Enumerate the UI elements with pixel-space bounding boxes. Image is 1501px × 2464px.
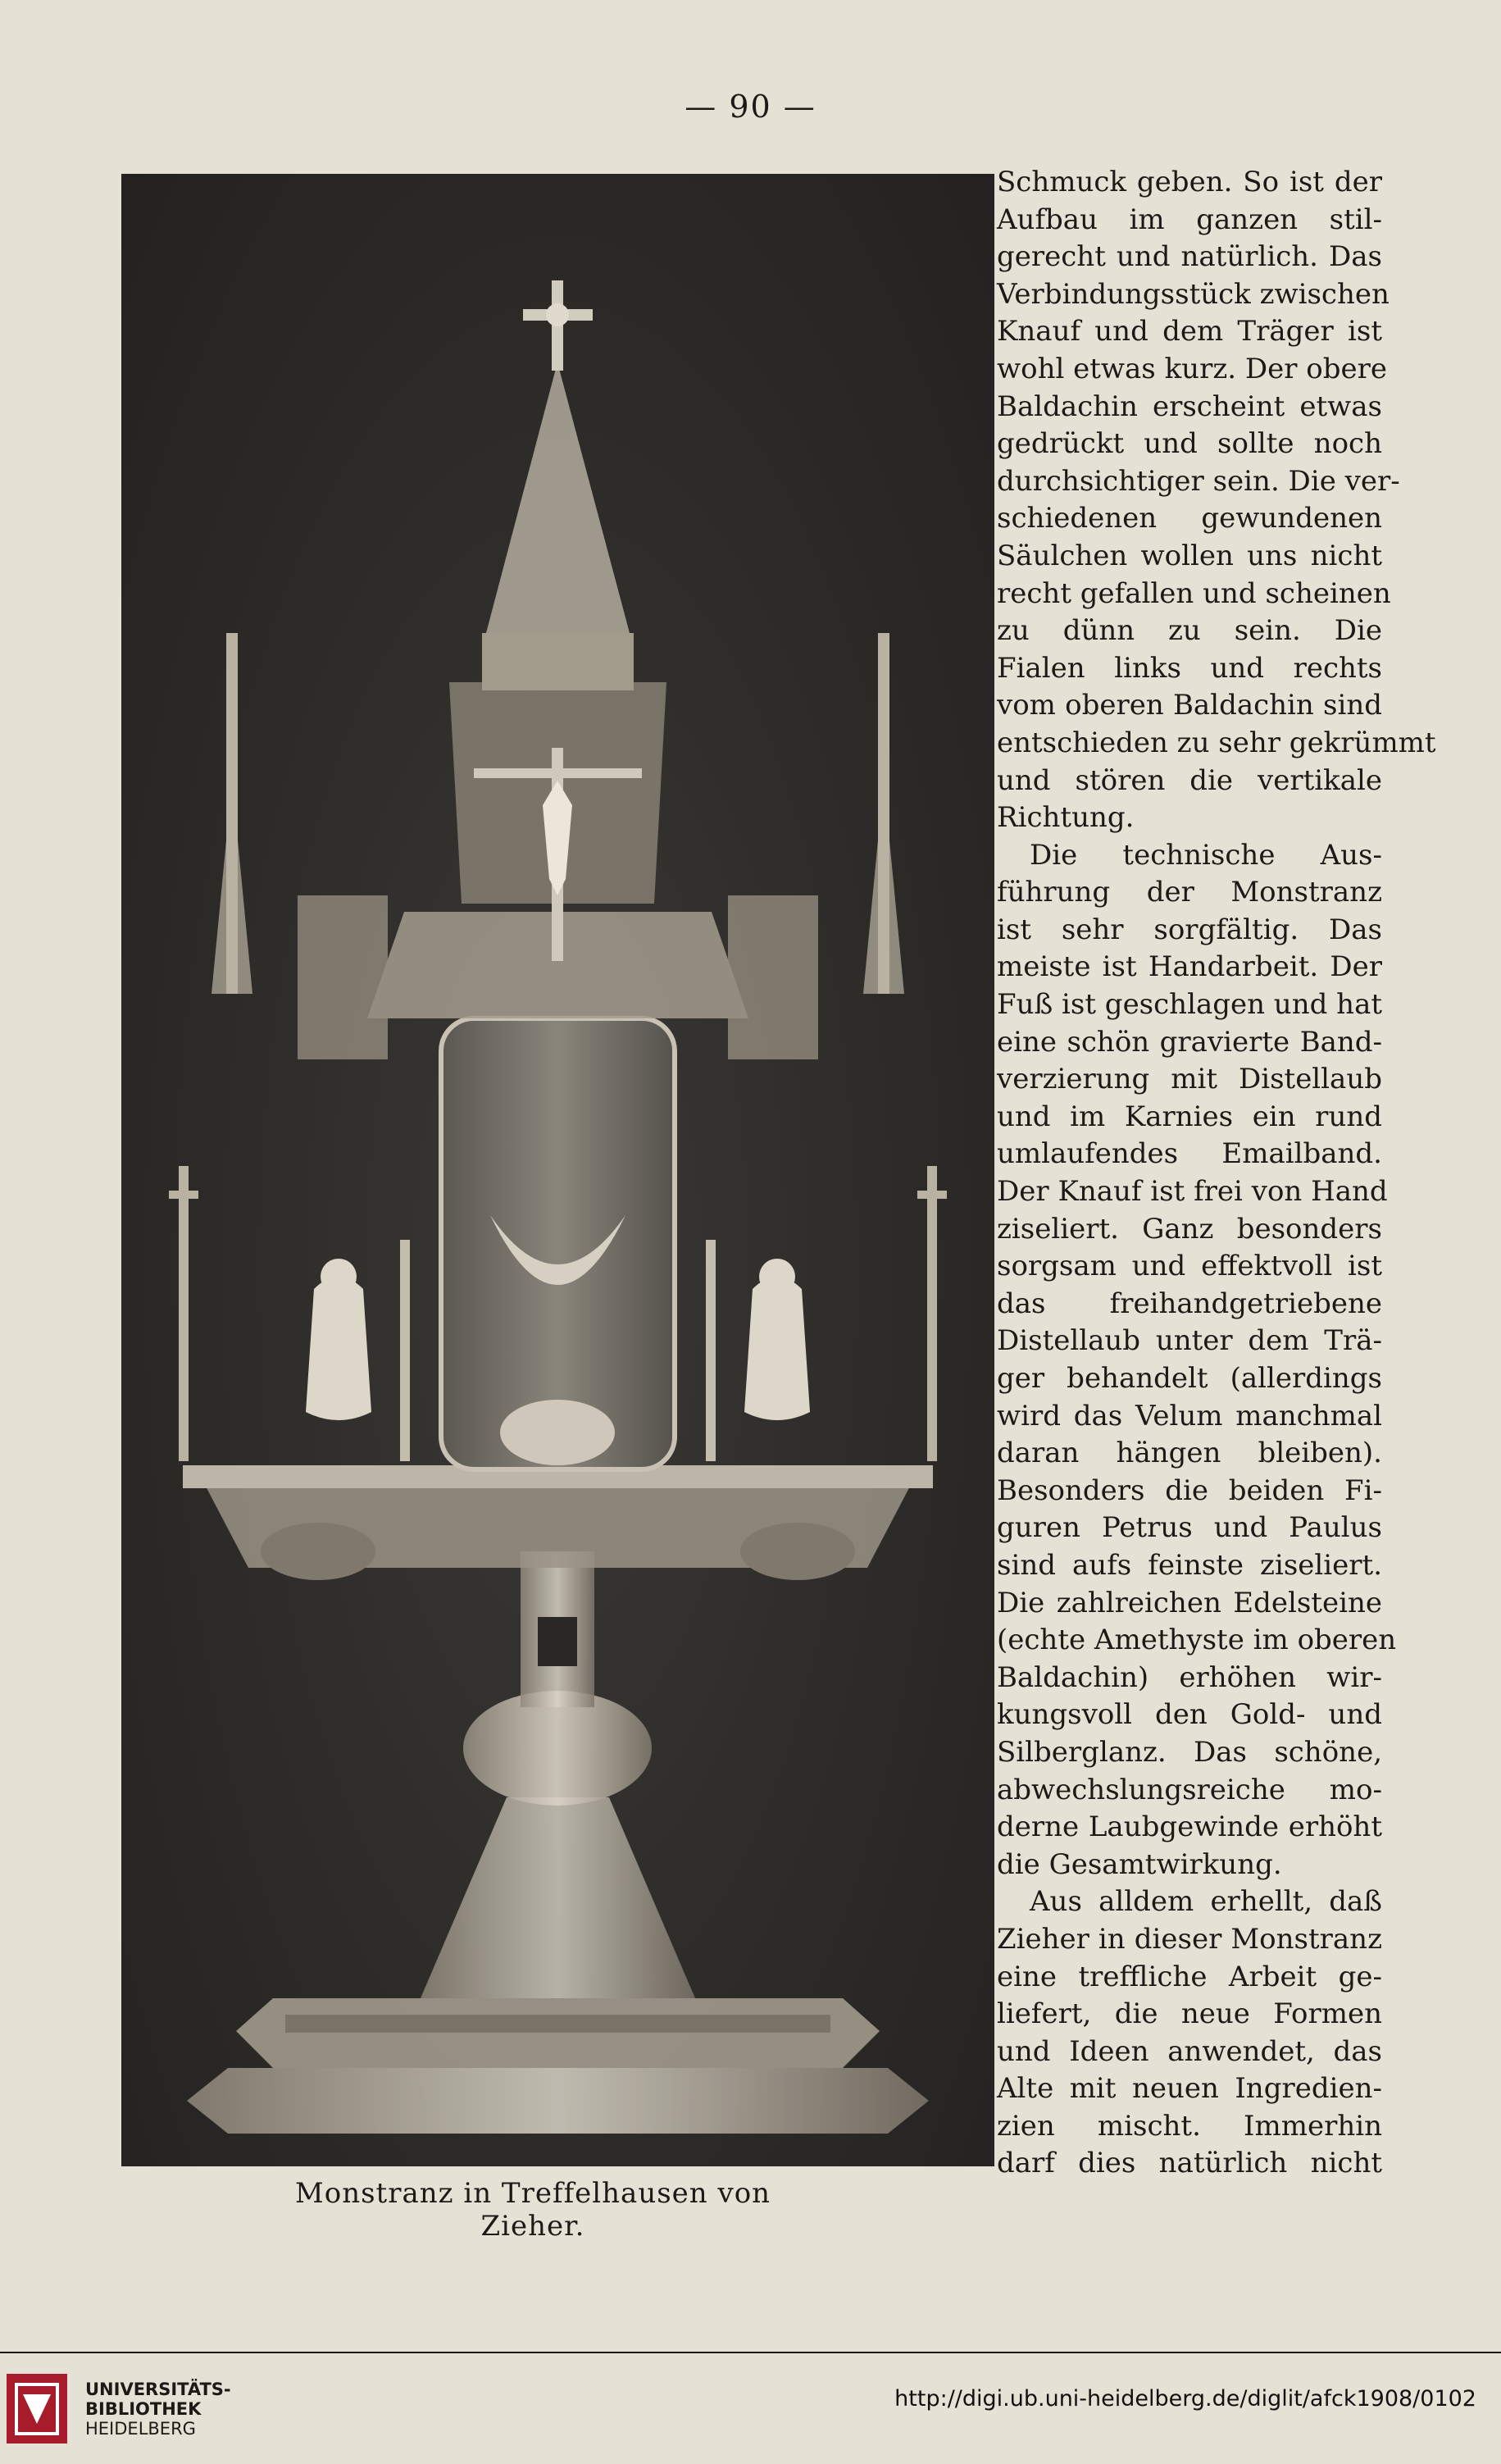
text-line: gedrückt und sollte noch (997, 427, 1382, 461)
text-line: ziseliert. Ganz besonders (997, 1212, 1382, 1246)
text-line: (echte Amethyste im oberen (997, 1624, 1397, 1657)
text-line: zien mischt. Immerhin (997, 2109, 1382, 2143)
monstrance-glass-cylinder (441, 1018, 675, 1469)
text-line: und Ideen anwendet, das (997, 2034, 1382, 2068)
text-line: daran hängen bleiben). (997, 1437, 1382, 1470)
text-line: die Gesamtwirkung. (997, 1847, 1282, 1881)
text-line: führung der Monstranz (997, 876, 1382, 909)
text-line: sorgsam und effektvoll ist (997, 1250, 1382, 1283)
text-line: Besonders die beiden Fi- (997, 1473, 1382, 1507)
library-name (85, 2380, 231, 2439)
text-line: das freihandgetriebene (997, 1287, 1382, 1320)
text-line: zu dünn zu sein. Die (997, 614, 1382, 648)
text-line: Knauf und dem Träger ist (997, 315, 1382, 348)
text-line: Alte mit neuen Ingredien- (997, 2072, 1382, 2106)
monstrance-platform (183, 1465, 933, 1580)
text-line: Säulchen wollen uns nicht (997, 539, 1382, 572)
text-line: eine treffliche Arbeit ge- (997, 1960, 1382, 1993)
text-line: Fialen links und rechts (997, 651, 1382, 685)
text-line: Fuß ist geschlagen und hat (997, 988, 1383, 1022)
text-line: Aus alldem erhellt, daß (1030, 1885, 1382, 1919)
text-line: Der Knauf ist frei von Hand (997, 1175, 1388, 1209)
text-line: Aufbau im ganzen stil- (997, 203, 1382, 236)
text-line: entschieden zu sehr gekrümmt (997, 726, 1436, 759)
text-line: Baldachin) erhöhen wir- (997, 1660, 1382, 1694)
text-column (997, 164, 1436, 2183)
text-line: durchsichtiger sein. Die ver- (997, 464, 1400, 498)
text-line: kungsvoll den Gold- und (997, 1698, 1382, 1732)
text-line: verzierung mit Distellaub (997, 1063, 1382, 1096)
text-line: Die technische Aus- (1030, 838, 1382, 872)
text-line: liefert, die neue Formen (997, 1997, 1382, 2031)
text-line: und im Karnies ein rund (997, 1100, 1382, 1133)
page-number: — 90 — (685, 89, 816, 125)
text-line: umlaufendes Emailband. (997, 1137, 1382, 1171)
text-line: vom oberen Baldachin sind (997, 689, 1382, 722)
text-line: Silberglanz. Das schöne, (997, 1735, 1382, 1769)
university-seal-logo (0, 2370, 74, 2448)
text-line: meiste ist Handarbeit. Der (997, 950, 1382, 984)
text-line: Richtung. (997, 801, 1135, 835)
library-line-3: HEIDELBERG (85, 2419, 196, 2439)
text-line: wird das Velum manchmal (997, 1399, 1382, 1432)
figure-caption: Monstranz in Treffelhausen von Zieher. (294, 2177, 771, 2243)
source-url-link[interactable]: http://digi.ub.uni-heidelberg.de/diglit/afck1908/0102 (894, 2386, 1476, 2412)
library-line-1: UNIVERSITÄTS- (85, 2380, 231, 2399)
text-line: guren Petrus und Paulus (997, 1511, 1382, 1545)
text-line: abwechslungsreiche mo- (997, 1773, 1382, 1806)
text-line: Baldachin erscheint etwas (997, 389, 1382, 423)
monstrance-illustration (121, 174, 994, 2166)
text-line: Verbindungsstück zwischen (997, 277, 1390, 311)
text-line: ist sehr sorgfältig. Das (997, 913, 1382, 946)
text-line: wohl etwas kurz. Der obere (997, 352, 1388, 385)
footer-rule (0, 2352, 1501, 2353)
text-line: und stören die vertikale (997, 763, 1382, 797)
text-line: Distellaub unter dem Trä- (997, 1324, 1382, 1358)
text-line: sind aufs feinste ziseliert. (997, 1548, 1382, 1582)
text-line: schiedenen gewundenen (997, 502, 1382, 535)
text-line: recht gefallen und scheinen (997, 576, 1391, 610)
monstrance-stem (421, 1551, 695, 1998)
text-line: darf dies natürlich nicht (997, 2147, 1382, 2180)
text-line: Die zahlreichen Edelsteine (997, 1586, 1382, 1619)
monstrance-base (187, 1998, 929, 2134)
text-line: derne Laubgewinde erhöht (997, 1810, 1382, 1844)
library-line-2: BIBLIOTHEK (85, 2399, 202, 2419)
text-line: gerecht und natürlich. Das (997, 240, 1382, 274)
text-line: ger behandelt (allerdings (997, 1362, 1382, 1395)
text-line: eine schön gravierte Band- (997, 1025, 1382, 1059)
text-line: Zieher in dieser Monstranz (997, 1922, 1382, 1956)
monstrance-photograph (121, 174, 994, 2166)
text-line: Schmuck geben. So ist der (997, 166, 1382, 198)
